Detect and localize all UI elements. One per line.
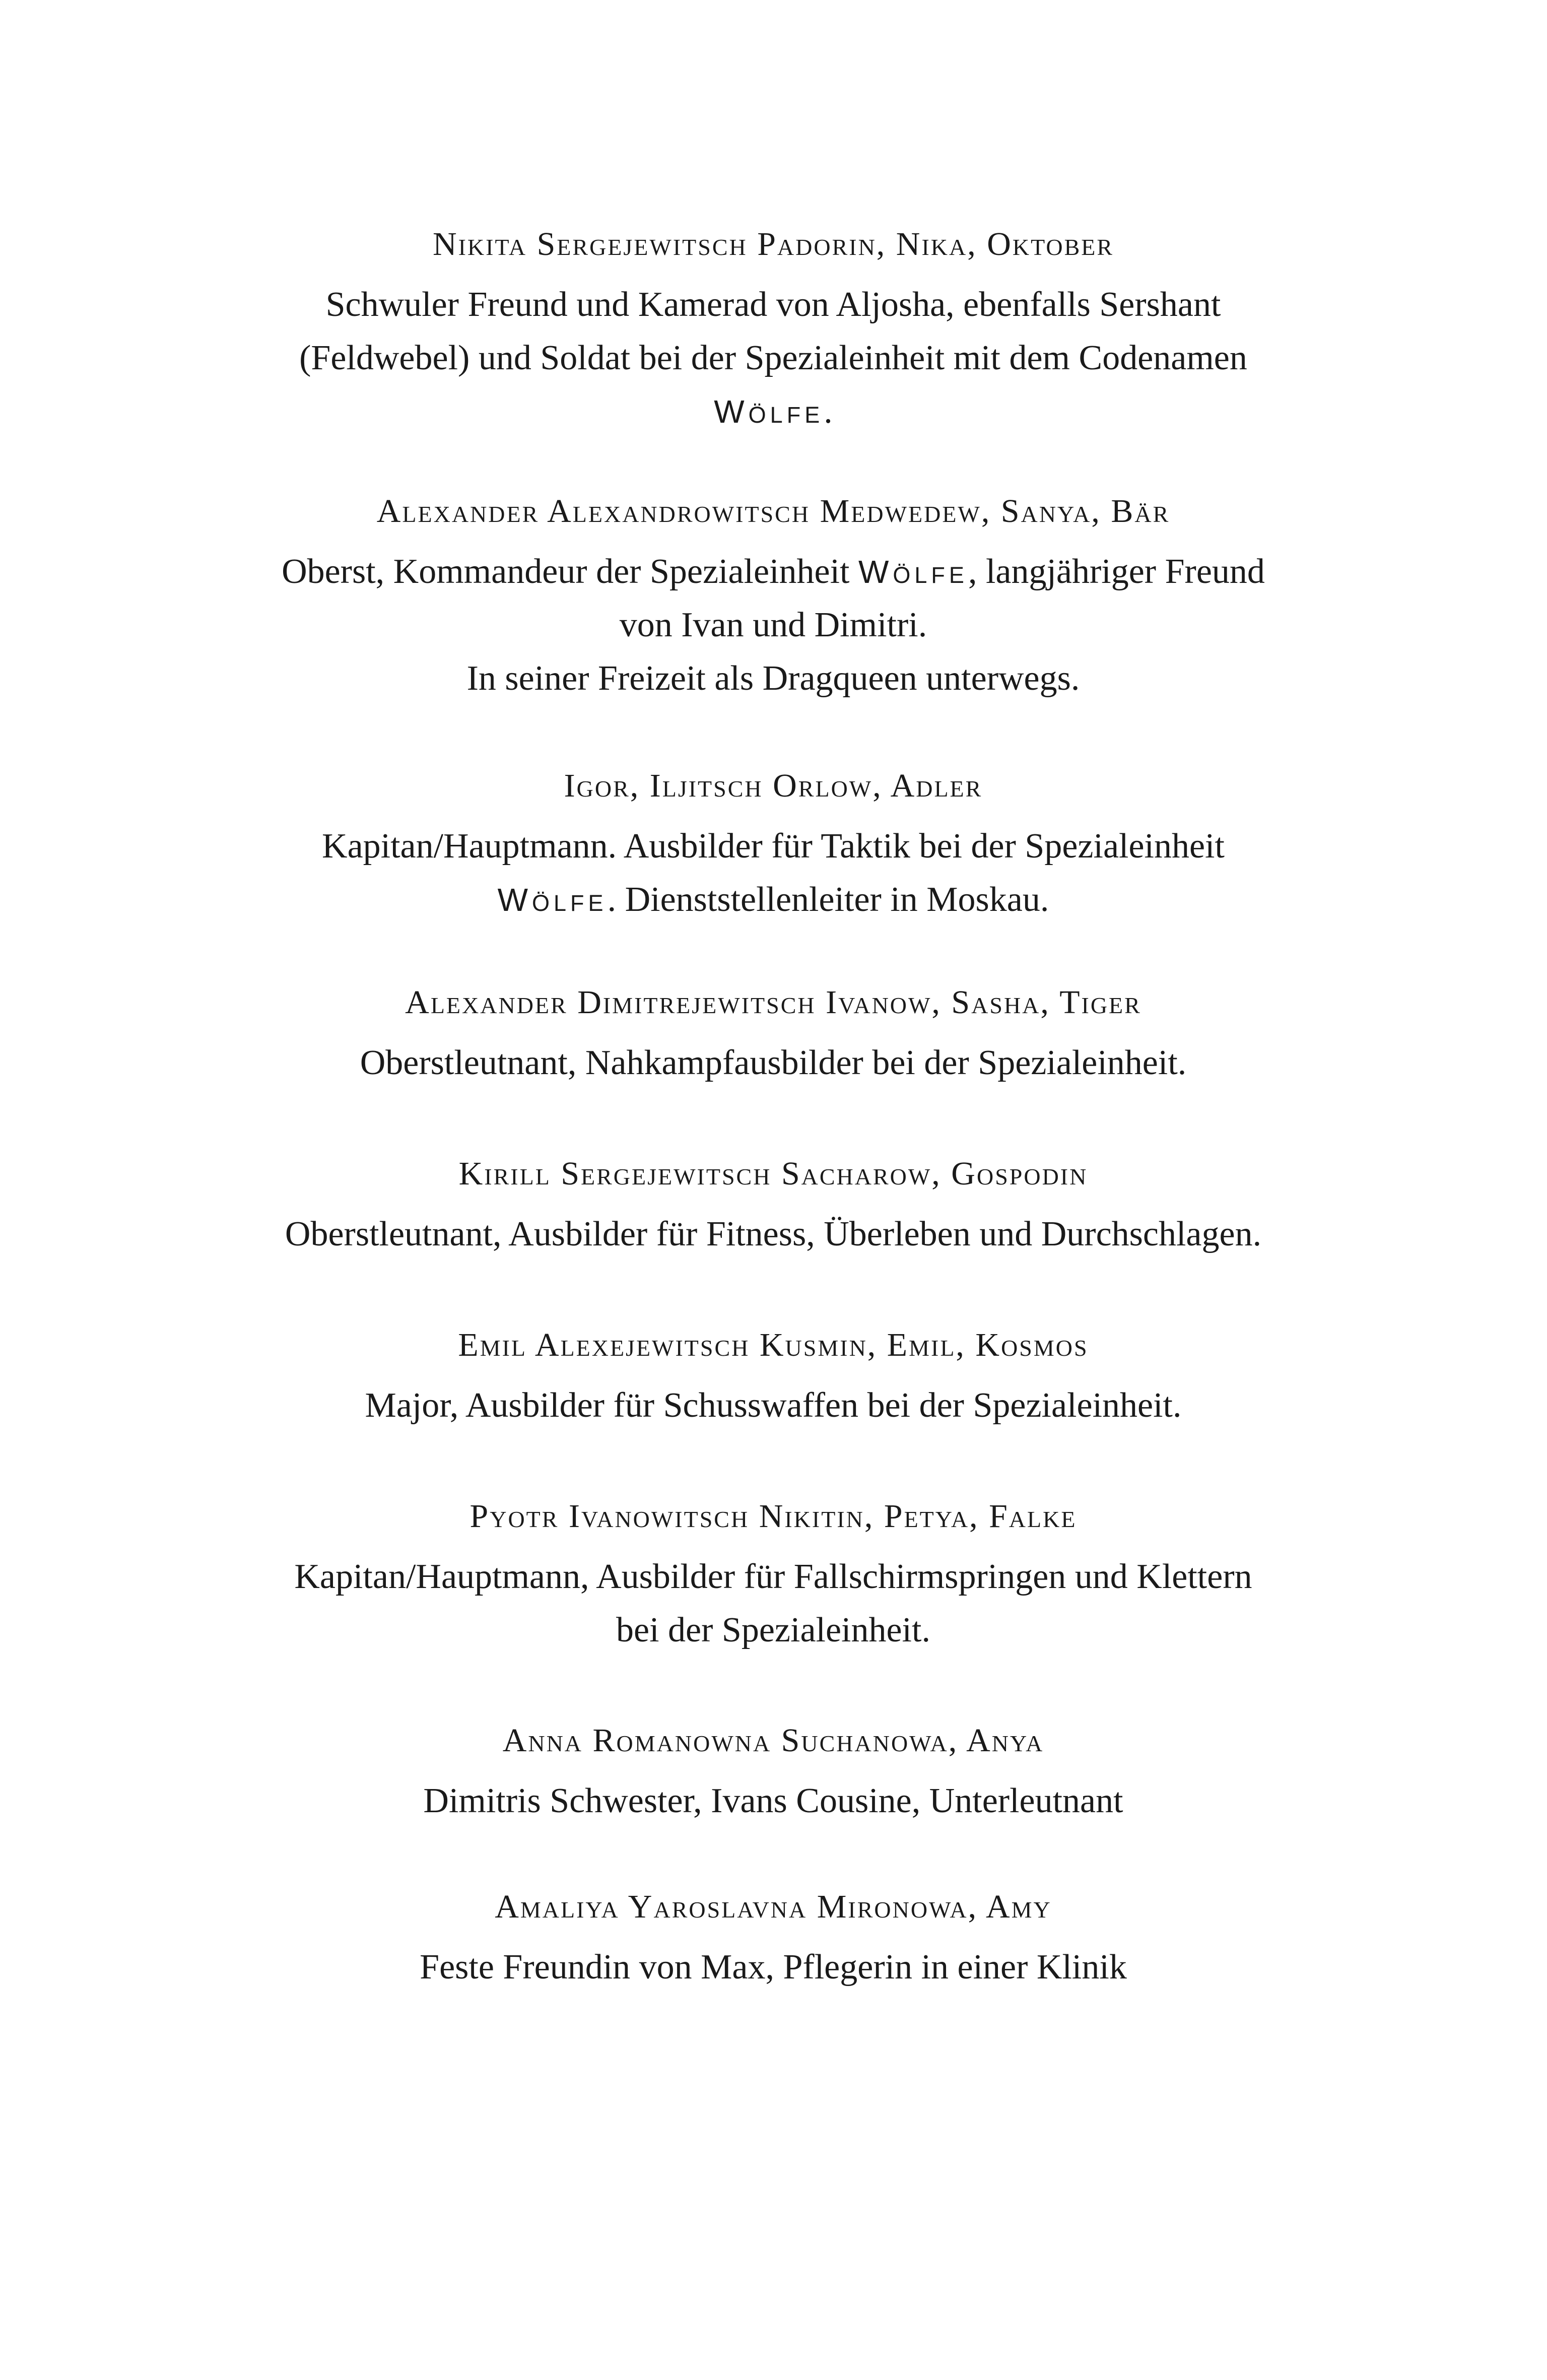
character-description: Schwuler Freund und Kamerad von Aljosha, ebenfalls Sershant (Feldwebel) und Soldat bei der Spezialeinheit mit dem Codenamen Wölfe. (299, 285, 1247, 431)
unit-codename: Wölfe (858, 554, 968, 590)
character-entry (272, 222, 1274, 438)
character-entry (272, 1718, 1274, 1828)
character-name: Alexander Alexandrowitsch Medwedew, Sanya, Bär (376, 493, 1170, 530)
character-entry (272, 1151, 1274, 1261)
character-name: Pyotr Ivanowitsch Nikitin, Petya, Falke (469, 1498, 1077, 1535)
character-name: Kirill Sergejewitsch Sacharow, Gospodin (458, 1155, 1088, 1192)
character-description: Oberstleutnant, Nahkampfausbilder bei der Spezialeinheit. (360, 1043, 1187, 1082)
character-entry (272, 980, 1274, 1090)
character-description: Oberstleutnant, Ausbilder für Fitness, Überleben und Durchschlagen. (285, 1215, 1262, 1253)
character-name: Igor, Iljitsch Orlow, Adler (564, 767, 983, 804)
unit-codename: Wölfe (714, 393, 824, 430)
character-name: Emil Alexejewitsch Kusmin, Emil, Kosmos (458, 1327, 1089, 1363)
character-entry (272, 1884, 1274, 1994)
character-entry (272, 1494, 1274, 1657)
character-description: Dimitris Schwester, Ivans Cousine, Unterleutnant (423, 1781, 1123, 1820)
character-description: Feste Freundin von Max, Pflegerin in einer Klinik (420, 1948, 1127, 1987)
character-entry (272, 763, 1274, 927)
character-description: Oberst, Kommandeur der Spezialeinheit Wölfe, langjähriger Freund von Ivan und Dimitri. In seiner Freizeit als Dragqueen unterwegs. (282, 552, 1265, 698)
character-entry (272, 489, 1274, 705)
character-name: Alexander Dimitrejewitsch Ivanow, Sasha, Tiger (405, 984, 1141, 1021)
character-name: Amaliya Yaroslavna Mironowa, Amy (495, 1888, 1052, 1925)
character-name: Anna Romanowna Suchanowa, Anya (502, 1722, 1044, 1759)
unit-codename: Wölfe (497, 882, 608, 918)
character-name: Nikita Sergejewitsch Padorin, Nika, Oktober (432, 226, 1114, 262)
character-entry (272, 1323, 1274, 1432)
character-description: Kapitan/Hauptmann, Ausbilder für Fallschirmspringen und Klettern bei der Spezialeinheit. (294, 1557, 1252, 1649)
character-description: Kapitan/Hauptmann. Ausbilder für Taktik bei der Spezialeinheit Wölfe. Dienststellenleiter in Moskau. (322, 827, 1225, 919)
character-description: Major, Ausbilder für Schusswaffen bei der Spezialeinheit. (365, 1386, 1182, 1425)
